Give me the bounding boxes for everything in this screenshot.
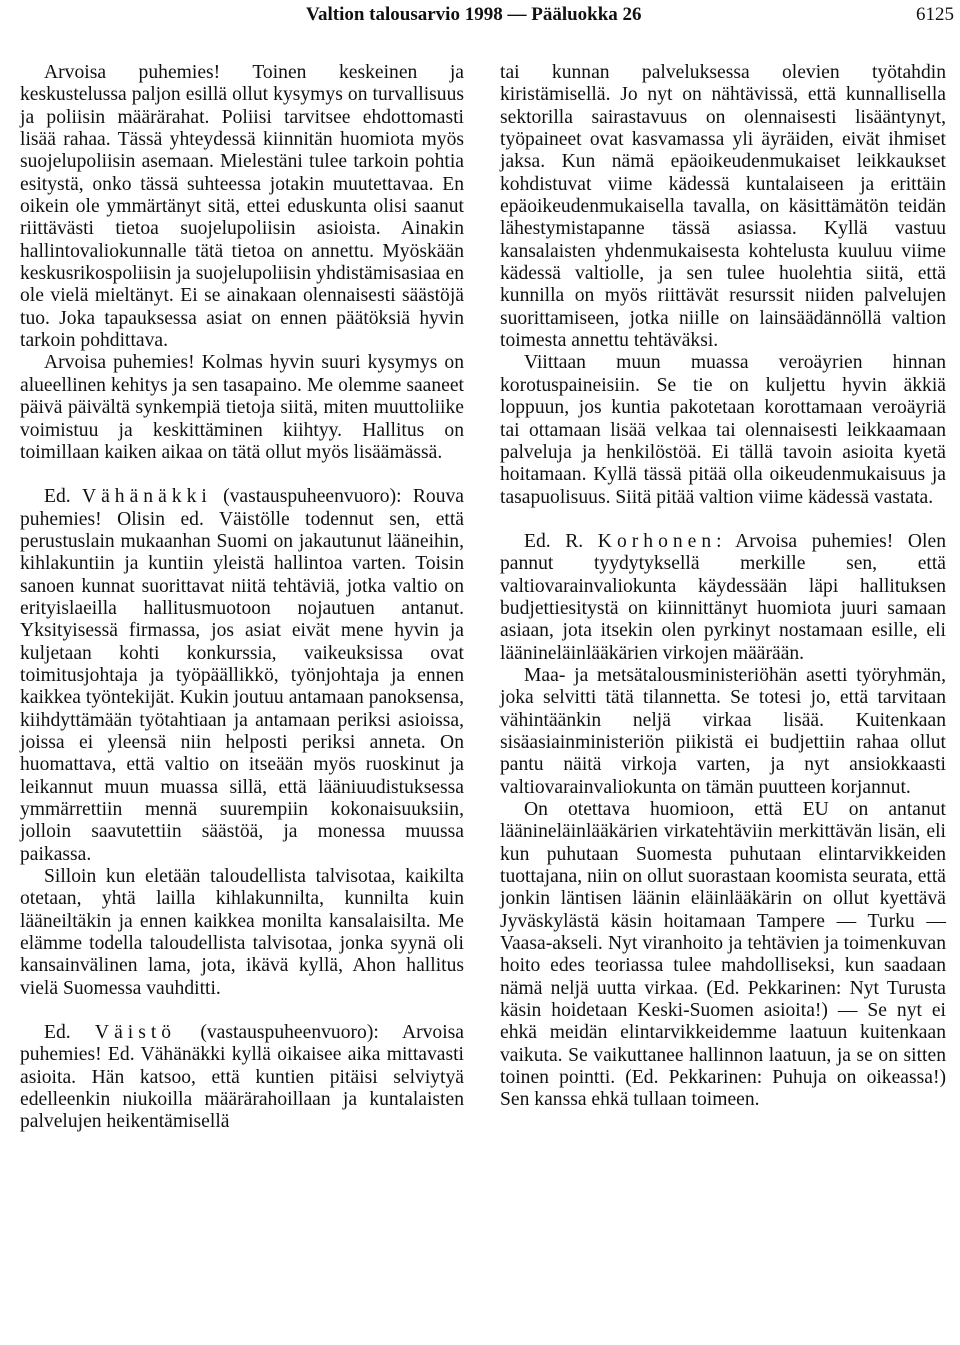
speaker-prefix: Ed. [44, 1022, 71, 1044]
left-column [20, 62, 464, 1134]
speech-text: (vastauspuheenvuoro): Rouva puhemies! Olisin ed. Väistölle todennut sen, että perustuslain mukaanhan Suomi on jakautunut lääneihin, kihlakuntiin ja kuntiin yleistä hallintoa varten. Toisin sanoen kunnat suorittavat niitä tehtäviä, jotka valtio on erityislaeilla hallitusmuotoon nojautuen antanut. Yksityisessä firmassa, jos asiat eivät mene hyvin ja kuljetaan kohti konkurssia, vaikeuksissa ovat toimitusjohtaja ja työpäällikkö, työnjohtaja ja ennen kaikkea työntekijät. Kukin joutuu antamaan panoksensa, kiihdyttämään työtahtiaan ja antamaan periksi asioissa, joissa ei yleensä niin helposti periksi anneta. On huomattava, että valtio on itseään myös ruoskinut ja leikannut muun muassa sillä, että lääniuudistuksessa ymmärrettiin mennä suurempiin kokonaisuuksiin, jolloin saavutettiin säästöä, ja monessa muussa paikassa. [20, 486, 465, 865]
page-number: 6125 [916, 4, 954, 25]
speaker-name: Korhonen [597, 530, 717, 552]
paragraph: Arvoisa puhemies! Toinen keskeinen ja keskustelussa paljon esillä ollut kysymys on turvallisuus ja poliisin määrärahat. Poliisi tarvitsee ehdottomasti lisää rahaa. Tässä yhteydessä kiinnitän huomiota myös suojelupoliisin asemaan. Mielestäni tulee tarkoin pohtia esitystä, onko tässä suhteessa jotakin muutettavaa. En oikein ole ymmärtänyt sitä, ettei eduskunta olisi saanut riittävästi tietoa suojelupoliisin asioista. Ainakin hallintovaliokunnalle tätä tietoa on annettu. Myöskään keskusrikospoliisin ja suojelupoliisin yhdistämisasiaa en ole vielä mieltänyt. Ei se ainakaan olennaisesti säästöjä tuo. Joka tapauksessa asiat on ennen päätöksiä hyvin tarkoin pohdittava. [20, 62, 464, 352]
paragraph: Viittaan muun muassa veroäyrien hinnan korotuspaineisiin. Se tie on kuljettu hyvin äkkiä loppuun, jos kuntia pakotetaan korottamaan veroäyriä tai ottamaan lisää velkaa tai olennaisesti leikkaamaan palveluja ja henkilöstöä. Ei tällä tavoin asioita kyetä hoitamaan. Kyllä tässä pitää olla oikeudenmukaisuus ja tasapuolisuus. Siitä pitää valtion viime kädessä vastata. [500, 352, 946, 508]
speech-text: : Arvoisa puhemies! Olen pannut tyydytyksellä merkille sen, että valtiovarainvaliokunta käydessään läpi hallituksen budjettiesitystä on kiinnittänyt huomiota juuri samaan asiaan, jota itsekin olen pyrkinyt nostamaan esille, eli lääninеläinlääkärien virkojen määrään. [500, 530, 946, 664]
speech-vaisto [20, 1022, 464, 1134]
paragraph: On otettava huomioon, että EU on antanut lääninеläinlääkärien virkatehtäviin merkittävän lisän, eli kun puhutaan Suomesta puhutaan elintarvikkeiden tuottajana, niin on ollut suorastaan koomista seurata, että jonkin läntisen läänin eläinlääkärin on ollut kyettävä Jyväskylästä käsin hoitamaan Tampere — Turku — Vaasa-akseli. Nyt viranhoito ja tehtävien ja toimenkuvan hoito edes teoriassa tulee mahdolliseksi, kun saadaan nämä neljä uutta virkaa. (Ed. Pekkarinen: Nyt Turusta käsin hoidetaan Keski-Suomen asioita!) — Se nyt ei ehkä meidän elintarvikkeidemme laatuun kuitenkaan vaikuta. Se vaikuttanee hallinnon laatuun, ja se on sitten toinen pointti. (Ed. Pekkarinen: Puhuja on oikeassa!) Sen kanssa ehkä tullaan toimeen. [500, 799, 946, 1111]
paragraph: tai kunnan palveluksessa olevien työtahdin kiristämisellä. Jo nyt on nähtävissä, että kunnallisella sektorilla sairastavuus on olennaisesti lisääntynyt, työpaineet ovat kasvamassa yli äyräiden, eivät ihmiset jaksa. Kun nämä epäoikeudenmukaiset leikkaukset kohdistuvat viime kädessä kuntalaiseen ja erittäin epäoikeudenmukaisella tavalla, on käsittämätön teidän lähestymistapanne tässä asiassa. Kyllä vastuu kansalaisten yhdenmukaisesta kohtelusta kuuluu viime kädessä valtiolle, ja sen tulee huolehtia siitä, että kunnilla on myös riittävät resurssit niiden palvelujen suorittamiseen, jotka niille on lainsäädännöllä valtion toimesta annettu tehtäväksi. [500, 62, 946, 352]
paragraph: Arvoisa puhemies! Kolmas hyvin suuri kysymys on alueellinen kehitys ja sen tasapaino. Me olemme saaneet päivä päivältä synkempiä tietoja siitä, miten muuttoliike voimistuu ja keskittäminen kiihtyy. Hallitus on toimillaan kaiken aikaa on tätä ollut myös lisäämässä. [20, 352, 464, 463]
running-title: Valtion talousarvio 1998 — Pääluokka 26 [306, 4, 642, 25]
speech-vahanakki [20, 486, 464, 866]
speech-text: (vastauspuheenvuoro): Arvoisa puhemies! Ed. Vähänäkki kyllä oikaisee aika mittavasti asioita. Hän katsoo, että kuntien pitäisi selviytyä edelleenkin niukoilla määrärahoillaan ja kuntalaisten palvelujen heikentämisellä [20, 1022, 464, 1133]
speaker-prefix: Ed. [44, 486, 71, 508]
speech-korhonen [500, 531, 946, 665]
paragraph: Silloin kun eletään taloudellista talvisotaa, kaikilta otetaan, yhtä lailla kihlakunnilta, kunnilta kuin lääneiltäkin ja ennen kaikkea monilta kansalaisilta. Me elämme todella taloudellista talvisotaa, jonka syynä oli kansainvälinen lama, jota, ikävä kyllä, Ahon hallitus vielä Suomessa vauhditti. [20, 866, 464, 999]
speaker-name: Väistö [94, 1022, 177, 1044]
right-column [500, 62, 946, 1112]
speaker-name: Vähänäkki [81, 486, 212, 508]
paragraph: Maa- ja metsätalousministeriöhän asetti työryhmän, joka selvitti tätä tilannetta. Se totesi jo, että tarvitaan vähintäänkin neljä virkaa lisää. Kuitenkaan sisäasiainministeriön piikistä ei budjettiin rahaa ollut pantu näitä virkoja varten, ja nyt ansiokkaasti valtiovarainvaliokunta on tämän puutteen korjannut. [500, 664, 946, 798]
speaker-prefix: Ed. R. [524, 530, 584, 552]
page-header [0, 4, 960, 34]
